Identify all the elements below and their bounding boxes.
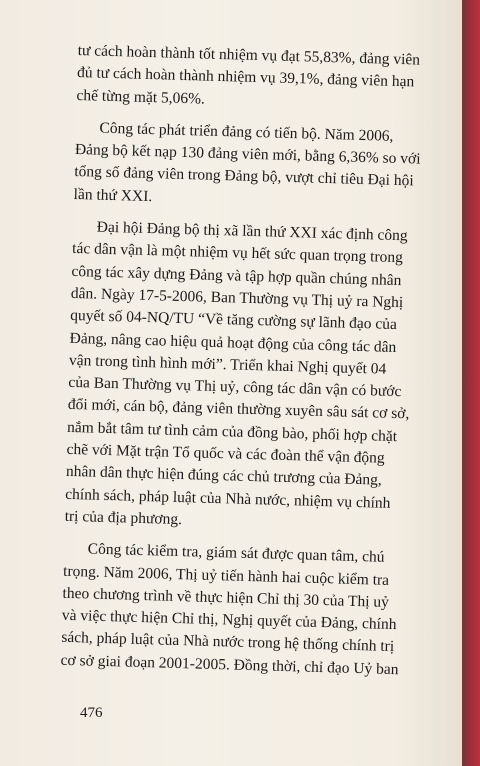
- text-line: theo chương trình về thực hiện Chỉ thị 30 của Thị uỷ: [62, 584, 390, 611]
- text-line: Đại hội Đảng bộ thị xã lần thứ XXI xác định công: [96, 218, 408, 245]
- text-line: Công tác kiểm tra, giám sát được quan tâm, chú: [87, 540, 385, 566]
- text-line: Đảng bộ kết nạp 130 đảng viên mới, bằng 6,36% so với: [74, 141, 421, 168]
- text-line: nắm bắt tâm tư tình cảm của đồng bào, phối hợp chặt: [66, 418, 398, 445]
- text-line: chẽ với Mặt trận Tổ quốc và các đoàn thể vận động: [66, 440, 385, 467]
- text-line: vận trong tình hình mới”. Triển khai Nghị quyết 04: [68, 351, 387, 378]
- page-number: 476: [80, 705, 103, 721]
- paragraph-inspection: [60, 538, 442, 682]
- paragraph-party-development: [73, 117, 453, 217]
- paragraph-membership-rating: [76, 40, 456, 117]
- text-line: của Ban Thường vụ Thị uỷ, công tác dân vận có bước: [68, 374, 402, 401]
- text-line: tổng số đảng viên trong Đảng bộ, vượt chỉ tiêu Đại hội: [74, 163, 414, 190]
- text-line: Công tác phát triển đảng có tiến bộ. Năm 2006,: [99, 119, 394, 145]
- book-cover-edge: [462, 0, 480, 766]
- text-line: và việc thực hiện Chỉ thị, Nghị quyết của Đảng, chính: [61, 606, 397, 634]
- text-line: nhân dân thực hiện đúng các chủ trương của Đảng,: [65, 463, 383, 489]
- text-line: tư cách hoàn thành tốt nhiệm vụ đạt 55,83%, đảng viên: [77, 41, 421, 69]
- text-line: chế từng mặt 5,06%.: [76, 86, 206, 108]
- text-line: trị của địa phương.: [64, 507, 183, 529]
- text-line: lần thứ XXI.: [73, 185, 153, 205]
- text-line: chính sách, pháp luật của Nhà nước, nhiệm vụ chính: [65, 485, 391, 512]
- text-line: công tác xây dựng Đảng và tập hợp quần chúng nhân: [71, 262, 402, 289]
- text-line: cơ sở giai đoạn 2001-2005. Đồng thời, chỉ đạo Uỷ ban: [60, 651, 399, 678]
- text-line: sách, pháp luật của Nhà nước trong hệ thống chính trị: [61, 629, 395, 656]
- text-line: tác dân vận là một nhiệm vụ hết sức quan trọng trong: [71, 240, 404, 267]
- text-line: trọng. Năm 2006, Thị uỷ tiến hành hai cuộc kiểm tra: [62, 562, 390, 589]
- text-line: đổi mới, cán bộ, đảng viên thường xuyên sâu sát cơ sở,: [67, 396, 410, 423]
- text-line: đủ tư cách hoàn thành nhiệm vụ 39,1%, đảng viên hạn: [76, 64, 415, 91]
- paragraph-mass-mobilization: [64, 216, 451, 539]
- page-body-text: [60, 40, 456, 692]
- text-line: dân. Ngày 17-5-2006, Ban Thường vụ Thị uỷ ra Nghị: [70, 284, 404, 312]
- text-line: quyết số 04-NQ/TU “Về tăng cường sự lãnh đạo của: [70, 307, 398, 334]
- text-line: Đảng, nâng cao hiệu quả hoạt động của công tác dân: [69, 329, 397, 356]
